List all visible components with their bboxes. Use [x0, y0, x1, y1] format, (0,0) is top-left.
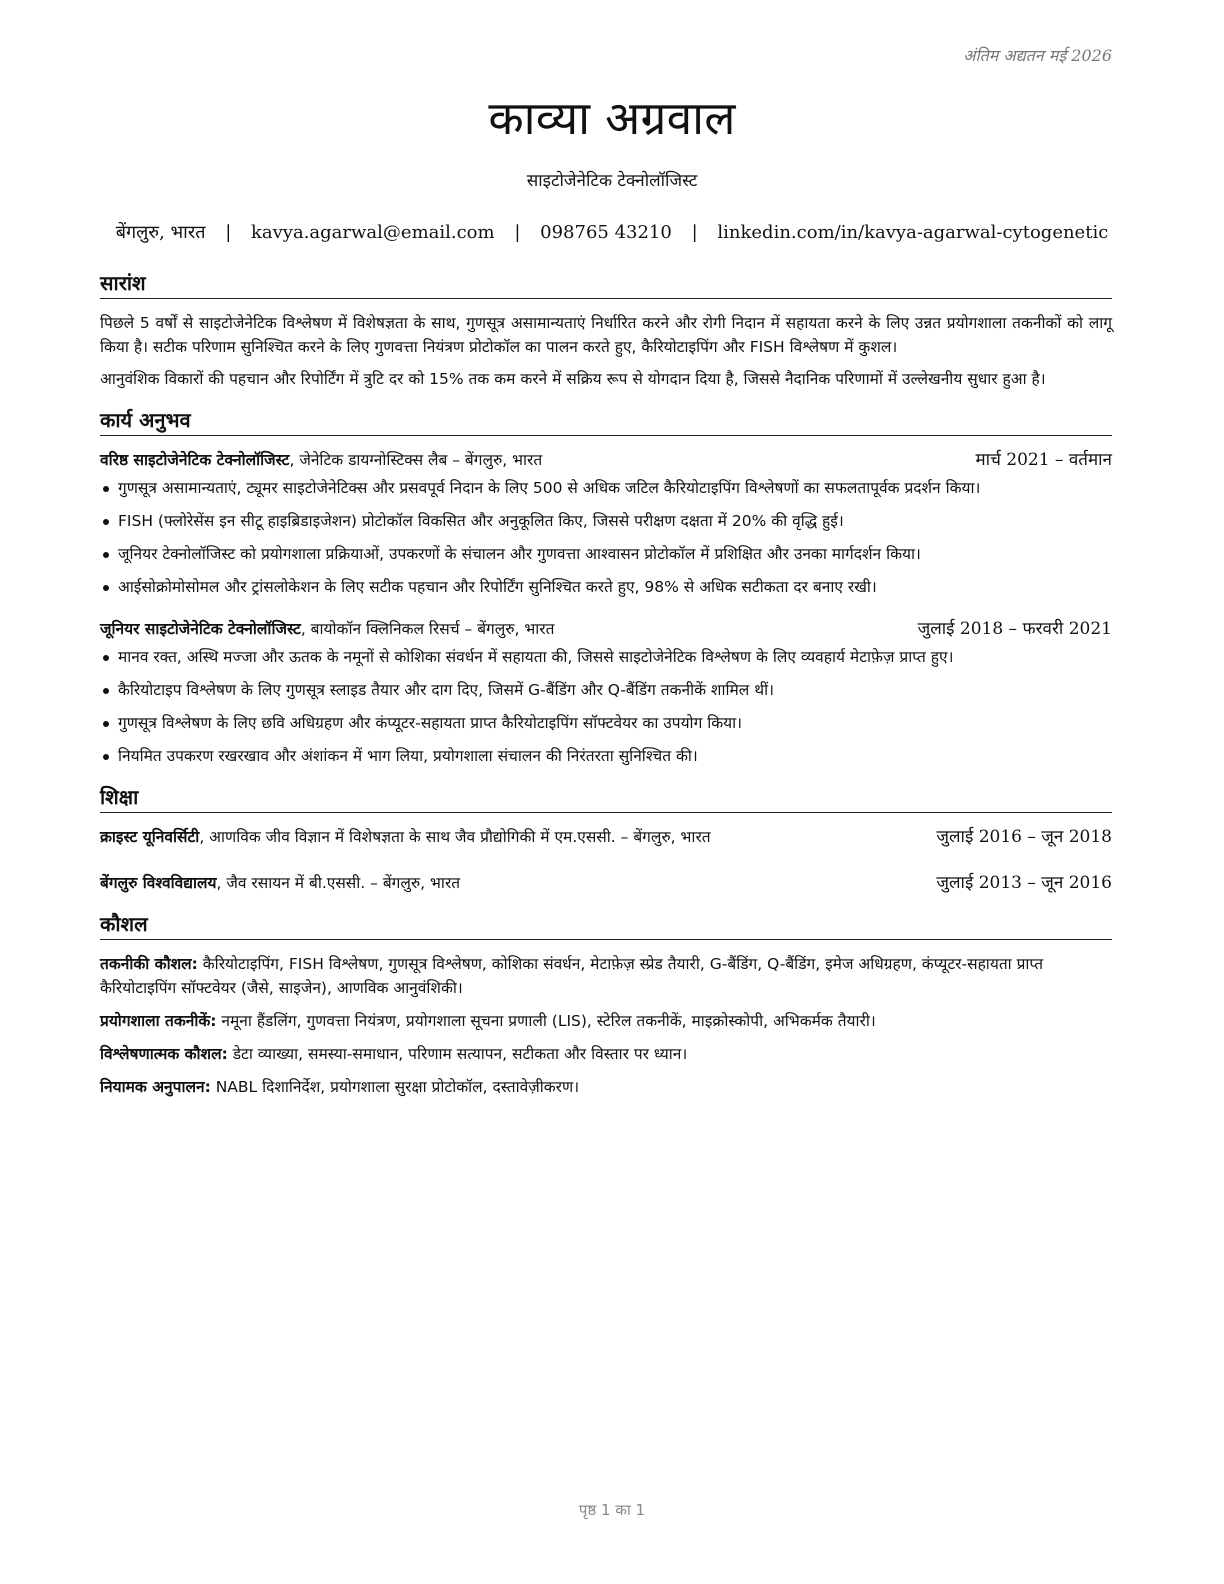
skill-line: [100, 1042, 1112, 1066]
resume-content: [100, 270, 1112, 1115]
skill-label: विश्लेषणात्मक कौशल:: [100, 1045, 228, 1063]
last-updated: अंतिम अद्यतन मई 2026: [963, 46, 1112, 65]
candidate-role: साइटोजेनेटिक टेक्नोलॉजिस्ट: [526, 171, 698, 191]
job-title: वरिष्ठ साइटोजेनेटिक टेक्नोलॉजिस्ट: [100, 451, 290, 469]
job-org: , बायोकॉन क्लिनिकल रिसर्च – बेंगलुरु, भारत: [300, 620, 555, 638]
job-bullet: नियमित उपकरण रखरखाव और अंशांकन में भाग लिया, प्रयोगशाला संचालन की निरंतरता सुनिश्चित की।: [100, 744, 1112, 768]
experience-section: [100, 407, 1112, 768]
section-title-experience: कार्य अनुभव: [100, 407, 1112, 436]
job-header: [100, 617, 1112, 641]
job-org: , जेनेटिक डायग्नोस्टिक्स लैब – बेंगलुरु, भारत: [289, 451, 543, 469]
job-heading: [100, 448, 542, 472]
job-dates: मार्च 2021 – वर्तमान: [975, 450, 1112, 470]
education-institution: बेंगलुरु विश्वविद्यालय: [100, 874, 217, 892]
education-heading: [100, 825, 711, 849]
job-entry: [100, 617, 1112, 768]
education-institution: क्राइस्ट यूनिवर्सिटी: [100, 828, 200, 846]
job-bullet: कैरियोटाइप विश्लेषण के लिए गुणसूत्र स्लाइड तैयार और दाग दिए, जिसमें G-बैंडिंग और Q-बैंडिंग तकनीकें शामिल थीं।: [100, 678, 1112, 702]
education-detail: , जैव रसायन में बी.एससी. – बेंगलुरु, भारत: [216, 874, 461, 892]
job-title: जूनियर साइटोजेनेटिक टेक्नोलॉजिस्ट: [100, 620, 301, 638]
job-bullet: जूनियर टेक्नोलॉजिस्ट को प्रयोगशाला प्रक्रियाओं, उपकरणों के संचालन और गुणवत्ता आश्वासन प्रोटोकॉल में प्रशिक्षित और उनका मार्गदर्शन किया।: [100, 542, 1112, 566]
contact-location: बेंगलुरु, भारत: [115, 222, 206, 243]
job-bullet: गुणसूत्र विश्लेषण के लिए छवि अधिग्रहण और कंप्यूटर-सहायता प्राप्त कैरियोटाइपिंग सॉफ्टवेयर का उपयोग किया।: [100, 711, 1112, 735]
skill-text: नमूना हैंडलिंग, गुणवत्ता नियंत्रण, प्रयोगशाला सूचना प्रणाली (LIS), स्टेरिल तकनीकें, माइक्रोस्कोपी, अभिकर्मक तैयारी।: [216, 1012, 876, 1030]
contact-separator: |: [691, 222, 698, 243]
skill-line: [100, 1075, 1112, 1099]
contact-separator: |: [514, 222, 521, 243]
contact-linkedin[interactable]: linkedin.com/in/kavya-agarwal-cytogenetic: [717, 222, 1109, 243]
education-entry: [100, 825, 1112, 849]
section-title-education: शिक्षा: [100, 784, 1112, 813]
contact-separator: |: [225, 222, 232, 243]
skill-line: [100, 952, 1112, 1000]
skill-label: तकनीकी कौशल:: [100, 955, 198, 973]
job-dates: जुलाई 2018 – फरवरी 2021: [917, 619, 1112, 639]
section-title-summary: सारांश: [100, 270, 1112, 299]
summary-paragraph: आनुवंशिक विकारों की पहचान और रिपोर्टिंग में त्रुटि दर को 15% तक कम करने में सक्रिय रूप से योगदान दिया है, जिससे नैदानिक परिणामों में उल्लेखनीय सुधार हुआ है।: [100, 370, 1046, 388]
skill-line: [100, 1009, 1112, 1033]
summary-section: [100, 270, 1112, 391]
page-number: पृष्ठ 1 का 1: [578, 1501, 646, 1519]
education-heading: [100, 871, 460, 895]
skill-label: नियामक अनुपालन:: [100, 1078, 211, 1096]
job-bullet: मानव रक्त, अस्थि मज्जा और ऊतक के नमूनों से कोशिका संवर्धन में सहायता की, जिससे साइटोजेनेटिक विश्लेषण के लिए व्यवहार्य मेटाफ़ेज़ प्राप्त हुए।: [100, 645, 1112, 669]
candidate-name: काव्या अग्रवाल: [488, 91, 736, 145]
skill-label: प्रयोगशाला तकनीकें:: [100, 1012, 217, 1030]
job-heading: [100, 617, 555, 641]
contact-email[interactable]: kavya.agarwal@email.com: [251, 222, 495, 243]
education-dates: जुलाई 2016 – जून 2018: [936, 827, 1112, 847]
job-bullets: [100, 476, 1112, 599]
job-bullet: FISH (फ्लोरेसेंस इन सीटू हाइब्रिडाइजेशन) प्रोटोकॉल विकसित और अनुकूलित किए, जिससे परीक्षण दक्षता में 20% की वृद्धि हुई।: [100, 509, 1112, 533]
education-detail: , आणविक जीव विज्ञान में विशेषज्ञता के साथ जैव प्रौद्योगिकी में एम.एससी. – बेंगलुरु, भारत: [199, 828, 711, 846]
skill-text: कैरियोटाइपिंग, FISH विश्लेषण, गुणसूत्र विश्लेषण, कोशिका संवर्धन, मेटाफ़ेज़ स्प्रेड तैयारी, G-बैंडिंग, Q-बैंडिंग, इमेज अधिग्रहण, कंप्यूटर-सहायता प्राप्त कैरियोटाइपिंग सॉफ्टवेयर (जैसे, साइजेन), आणविक आनुवंशिकी।: [100, 955, 1044, 997]
job-bullets: [100, 645, 1112, 768]
education-entry: [100, 871, 1112, 895]
education-dates: जुलाई 2013 – जून 2016: [936, 873, 1112, 893]
skills-section: [100, 911, 1112, 1099]
contact-phone: 098765 43210: [540, 222, 672, 243]
skill-text: डेटा व्याख्या, समस्या-समाधान, परिणाम सत्यापन, सटीकता और विस्तार पर ध्यान।: [227, 1045, 688, 1063]
job-header: [100, 448, 1112, 472]
summary-paragraph: पिछले 5 वर्षों से साइटोजेनेटिक विश्लेषण में विशेषज्ञता के साथ, गुणसूत्र असामान्यताएं निर्धारित करने और रोगी निदान में सहायता करने के लिए उन्नत प्रयोगशाला तकनीकों को लागू किया है। सटीक परिणाम सुनिश्चित करने के लिए गुणवत्ता नियंत्रण प्रोटोकॉल का पालन करते हुए, कैरियोटाइपिंग और FISH विश्लेषण में कुशल।: [100, 314, 1112, 356]
job-bullet: आईसोक्रोमोसोमल और ट्रांसलोकेशन के लिए सटीक पहचान और रिपोर्टिंग सुनिश्चित करते हुए, 98% से अधिक सटीकता दर बनाए रखी।: [100, 575, 1112, 599]
job-entry: [100, 448, 1112, 599]
contact-line: [0, 220, 1224, 244]
education-section: [100, 784, 1112, 895]
section-title-skills: कौशल: [100, 911, 1112, 940]
skill-text: NABL दिशानिर्देश, प्रयोगशाला सुरक्षा प्रोटोकॉल, दस्तावेज़ीकरण।: [210, 1078, 580, 1096]
job-bullet: गुणसूत्र असामान्यताएं, ट्यूमर साइटोजेनेटिक्स और प्रसवपूर्व निदान के लिए 500 से अधिक जटिल कैरियोटाइपिंग विश्लेषणों का सफलतापूर्वक प्रदर्शन किया।: [100, 476, 1112, 500]
